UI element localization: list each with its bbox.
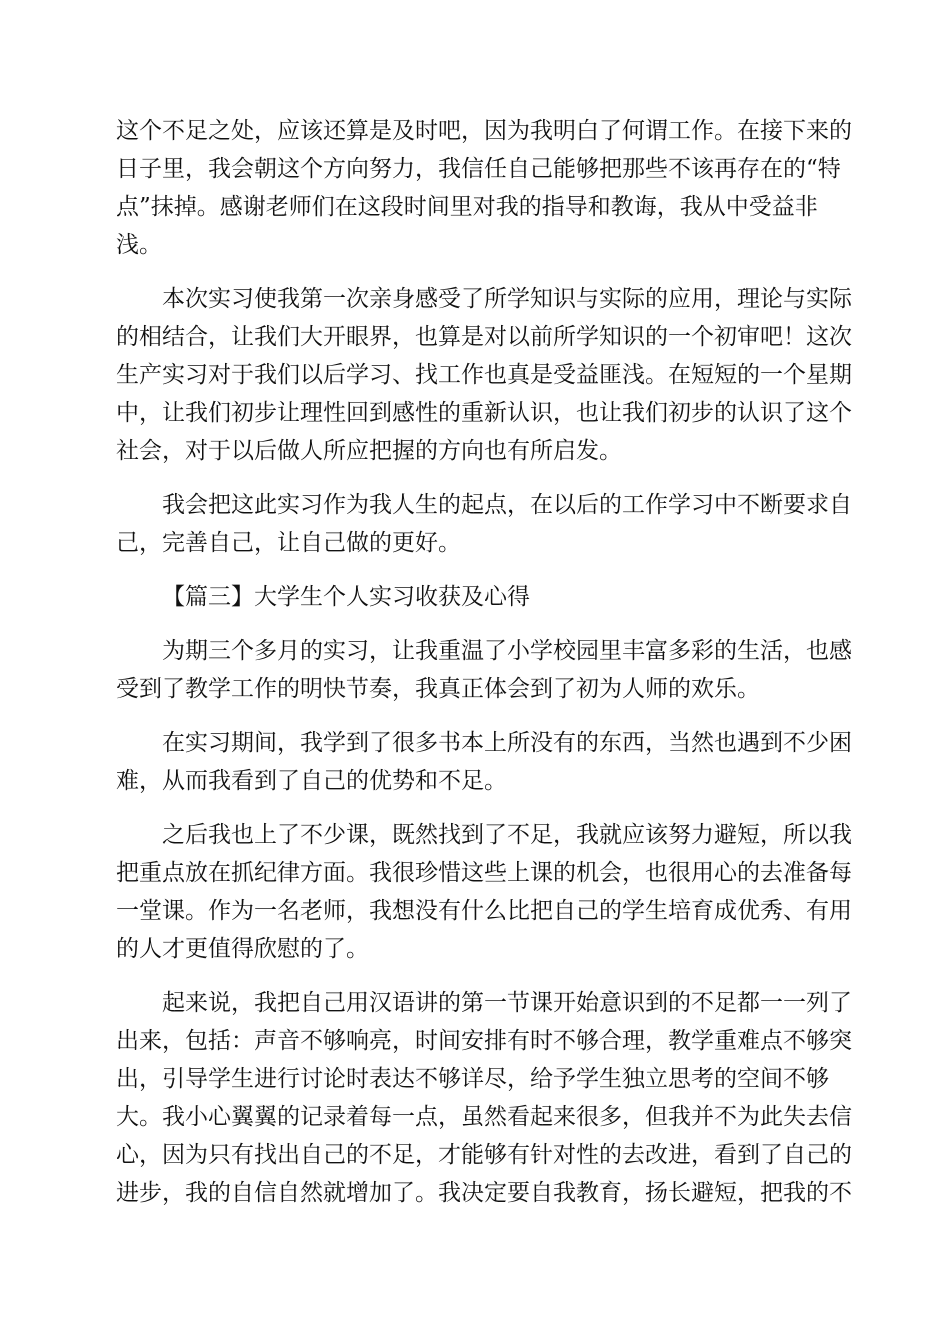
- paragraph-spacing: [116, 264, 836, 280]
- text-line: 一堂课。作为一名老师，我想没有什么比把自己的学生培育成优秀、有用: [116, 898, 852, 924]
- paragraph-spacing: [116, 470, 836, 486]
- text-line: 日子里，我会朝这个方向努力，我信任自己能够把那些不该再存在的“特: [116, 156, 841, 182]
- text-line: 的人才更值得欣慰的了。: [116, 936, 369, 962]
- text-line: 生产实习对于我们以后学习、找工作也真是受益匪浅。在短短的一个星期: [116, 362, 852, 388]
- text-line: 浅。: [116, 232, 162, 258]
- text-line: 中，让我们初步让理性回到感性的重新认识，也让我们初步的认识了这个: [116, 400, 852, 426]
- paragraph-spacing: [116, 708, 836, 724]
- paragraph: [116, 280, 852, 470]
- paragraph: [116, 724, 852, 800]
- paragraph: [116, 816, 852, 968]
- paragraph: [116, 486, 852, 562]
- text-line: 我会把这此实习作为我人生的起点，在以后的工作学习中不断要求自: [162, 492, 852, 518]
- text-line: 社会，对于以后做人所应把握的方向也有所启发。: [116, 438, 622, 464]
- paragraph: [116, 632, 852, 708]
- paragraph-spacing: [116, 968, 836, 984]
- paragraph-spacing: [116, 562, 836, 578]
- text-line: 难，从而我看到了自己的优势和不足。: [116, 768, 507, 794]
- text-line: 心，因为只有找出自己的不足，才能够有针对性的去改进，看到了自己的: [116, 1142, 852, 1168]
- text-line: 为期三个多月的实习，让我重温了小学校园里丰富多彩的生活，也感: [162, 638, 852, 664]
- paragraph: [116, 984, 852, 1212]
- text-line: 大。我小心翼翼的记录着每一点，虽然看起来很多，但我并不为此失去信: [116, 1104, 852, 1130]
- text-line: 的相结合，让我们大开眼界，也算是对以前所学知识的一个初审吧！这次: [116, 324, 852, 350]
- document-body: [116, 112, 852, 1212]
- text-line: 受到了教学工作的明快节奏，我真正体会到了初为人师的欢乐。: [116, 676, 760, 702]
- text-line: 之后我也上了不少课，既然找到了不足，我就应该努力避短，所以我: [162, 822, 852, 848]
- text-line: 这个不足之处，应该还算是及时吧，因为我明白了何谓工作。在接下来的: [116, 118, 852, 144]
- text-line: 点”抹掉。感谢老师们在这段时间里对我的指导和教诲，我从中受益非: [116, 194, 818, 220]
- paragraph-spacing: [116, 616, 836, 632]
- text-line: 把重点放在抓纪律方面。我很珍惜这些上课的机会，也很用心的去准备每: [116, 860, 852, 886]
- paragraph: [116, 112, 852, 264]
- text-line: 本次实习使我第一次亲身感受了所学知识与实际的应用，理论与实际: [162, 286, 852, 312]
- text-line: 进步，我的自信自然就增加了。我决定要自我教育，扬长避短，把我的不: [116, 1180, 852, 1206]
- section-heading: 【篇三】大学生个人实习收获及心得: [162, 584, 530, 610]
- section-heading-block: [116, 578, 836, 616]
- text-line: 出，引导学生进行讨论时表达不够详尽，给予学生独立思考的空间不够: [116, 1066, 829, 1092]
- text-line: 起来说，我把自己用汉语讲的第一节课开始意识到的不足都一一列了: [162, 990, 852, 1016]
- paragraph-spacing: [116, 800, 836, 816]
- text-line: 出来，包括：声音不够响亮，时间安排有时不够合理，教学重难点不够突: [116, 1028, 852, 1054]
- text-line: 己，完善自己，让自己做的更好。: [116, 530, 461, 556]
- text-line: 在实习期间，我学到了很多书本上所没有的东西，当然也遇到不少困: [162, 730, 852, 756]
